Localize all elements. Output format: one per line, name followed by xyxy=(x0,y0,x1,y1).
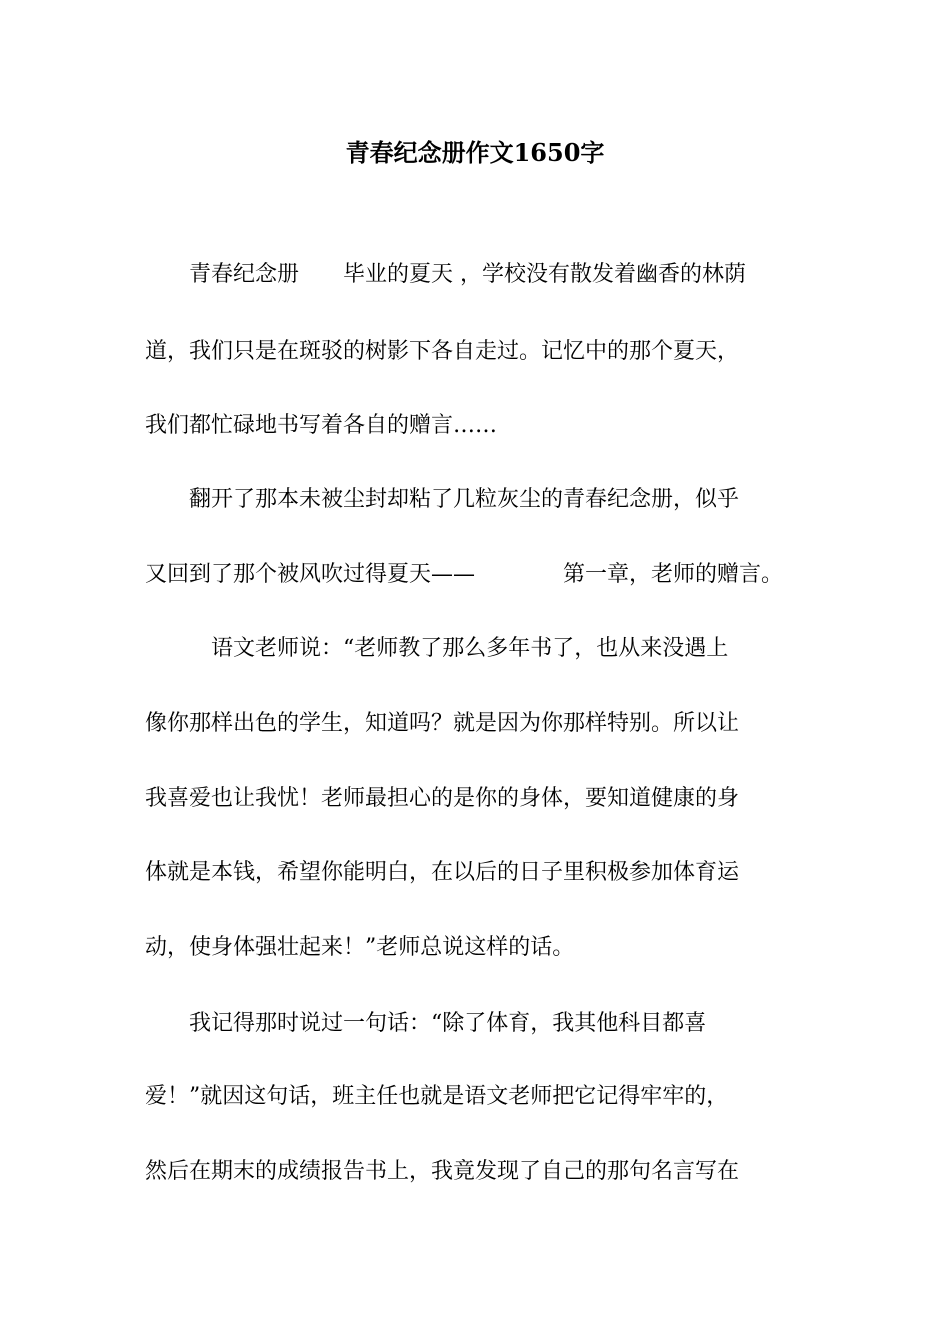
text-line: 像你那样出色的学生，知道吗？就是因为你那样特别。所以让 xyxy=(145,711,740,736)
text-line: 然后在期末的成绩报告书上，我竟发现了自己的那句名言写在 xyxy=(145,1159,740,1184)
text-line: 动，使身体强壮起来！”老师总说这样的话。 xyxy=(145,935,575,960)
text-line: 翻开了那本未被尘封却粘了几粒灰尘的青春纪念册，似乎 xyxy=(145,487,740,512)
text-line: 体就是本钱，希望你能明白，在以后的日子里积极参加体育运 xyxy=(145,860,740,885)
text-line: 青春纪念册 毕业的夏天 ，学校没有散发着幽香的林荫 xyxy=(145,262,746,287)
text-line: 我们都忙碌地书写着各自的赠言…… xyxy=(145,413,498,438)
document-title: 青春纪念册作文1650字 xyxy=(345,138,605,167)
text-line: 又回到了那个被风吹过得夏天—— 第一章，老师的赠言。 xyxy=(145,562,784,587)
text-line: 我记得那时说过一句话：“除了体育，我其他科目都喜 xyxy=(145,1011,707,1036)
text-line: 我喜爱也让我忧！老师最担心的是你的身体，要知道健康的身 xyxy=(145,786,740,811)
text-line: 语文老师说：“老师教了那么多年书了，也从来没遇上 xyxy=(145,636,729,661)
text-line: 爱！”就因这句话，班主任也就是语文老师把它记得牢牢的， xyxy=(145,1084,729,1109)
text-line: 道，我们只是在斑驳的树影下各自走过。记忆中的那个夏天， xyxy=(145,339,740,364)
